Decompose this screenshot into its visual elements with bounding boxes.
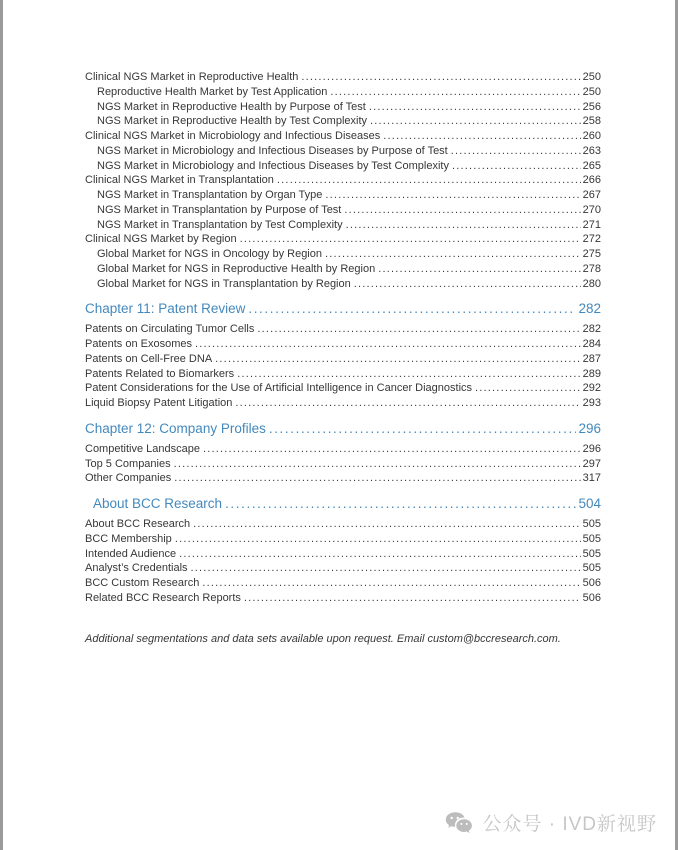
wechat-watermark: [445, 809, 657, 836]
toc-entry-label: Patents Related to Biomarkers: [85, 367, 235, 380]
toc-entry[interactable]: [85, 277, 601, 292]
toc-entry-page-number: 506: [582, 591, 601, 604]
toc-entry[interactable]: [85, 144, 601, 159]
toc-entry-page-number: 250: [582, 71, 601, 83]
dot-leader: [215, 352, 580, 367]
toc-entry-page-number: 282: [582, 323, 601, 336]
dot-leader: [325, 188, 580, 203]
toc-entry[interactable]: [85, 85, 601, 100]
dot-leader: [174, 471, 580, 486]
dot-leader: [301, 70, 580, 85]
toc-entry[interactable]: [85, 517, 601, 532]
dot-leader: [244, 591, 581, 606]
wechat-icon: [445, 811, 473, 835]
toc-entry-page-number: 505: [582, 518, 601, 530]
toc-heading[interactable]: [85, 420, 601, 438]
toc-heading-label: Chapter 12: Company Profiles: [85, 420, 266, 436]
toc-entry[interactable]: [85, 129, 601, 144]
toc-heading-label: Chapter 11: Patent Review: [85, 301, 246, 317]
toc-entry-label: Patents on Circulating Tumor Cells: [85, 323, 255, 336]
toc-entry-label: Reproductive Health Market by Test Application: [97, 85, 328, 98]
toc-entry-label: Patents on Exosomes: [85, 338, 193, 350]
toc-entry-page-number: 506: [582, 577, 601, 589]
dot-leader: [191, 561, 581, 576]
toc-entry-page-number: 280: [582, 277, 601, 290]
toc-entry[interactable]: [85, 262, 601, 277]
toc-entry-label: Clinical NGS Market in Reproductive Health: [85, 71, 299, 83]
dot-leader: [235, 396, 580, 411]
toc-entry-label: Related BCC Research Reports: [85, 591, 241, 604]
dot-leader: [325, 247, 581, 262]
dot-leader: [179, 547, 581, 562]
toc-entry-page-number: 256: [582, 100, 601, 113]
toc-entry[interactable]: [85, 352, 601, 367]
toc-entry-page-number: 297: [582, 457, 601, 470]
toc-entry-label: Other Companies: [85, 472, 172, 485]
table-of-contents: [85, 70, 601, 606]
toc-entry-page-number: 296: [582, 442, 601, 455]
dot-leader: [248, 300, 576, 318]
footnote: Additional segmentations and data sets available upon request. Email custom@bccresearch.com.: [85, 632, 561, 645]
dot-leader: [344, 203, 580, 218]
toc-entry-page-number: 270: [582, 203, 601, 216]
toc-entry[interactable]: [85, 203, 601, 218]
dot-leader: [174, 457, 581, 472]
dot-leader: [257, 322, 580, 337]
toc-entry-page-number: 272: [582, 233, 601, 246]
toc-entry-label: Global Market for NGS in Oncology by Region: [97, 248, 322, 260]
toc-entry-label: BCC Custom Research: [85, 577, 200, 589]
toc-entry-page-number: 267: [582, 189, 601, 201]
toc-entry[interactable]: [85, 322, 601, 337]
toc-entry-label: NGS Market in Transplantation by Test Complexity: [97, 218, 343, 231]
toc-entry[interactable]: [85, 188, 601, 203]
dot-leader: [237, 367, 580, 382]
toc-entry[interactable]: [85, 471, 601, 486]
toc-entry-label: About BCC Research: [85, 518, 191, 530]
dot-leader: [269, 420, 577, 438]
toc-heading-label: About BCC Research: [93, 496, 223, 511]
toc-entry-page-number: 275: [582, 248, 601, 260]
dot-leader: [202, 576, 580, 591]
toc-entry[interactable]: [85, 70, 601, 85]
toc-entry[interactable]: [85, 114, 601, 129]
dot-leader: [203, 442, 581, 457]
toc-entry-page-number: 284: [582, 338, 601, 350]
dot-leader: [240, 232, 581, 247]
toc-entry-label: Liquid Biopsy Patent Litigation: [85, 397, 233, 409]
toc-entry[interactable]: [85, 100, 601, 115]
toc-entry[interactable]: [85, 532, 601, 547]
toc-entry[interactable]: [85, 247, 601, 262]
toc-entry-page-number: 292: [582, 382, 601, 395]
toc-entry-label: Global Market for NGS in Reproductive Health by Region: [97, 262, 376, 275]
toc-entry[interactable]: [85, 232, 601, 247]
dot-leader: [475, 381, 581, 396]
toc-entry-label: NGS Market in Microbiology and Infectious Diseases by Purpose of Test: [97, 144, 448, 157]
toc-entry-page-number: 271: [582, 218, 601, 231]
toc-entry[interactable]: [85, 367, 601, 382]
dot-leader: [193, 517, 580, 532]
toc-entry-label: BCC Membership: [85, 532, 172, 545]
dot-leader: [378, 262, 580, 277]
toc-entry[interactable]: [85, 218, 601, 233]
toc-entry[interactable]: [85, 442, 601, 457]
toc-entry-page-number: 287: [582, 352, 601, 365]
toc-entry-label: Patents on Cell-Free DNA: [85, 352, 213, 365]
toc-heading[interactable]: [85, 495, 601, 513]
toc-entry-page-number: 278: [582, 262, 601, 275]
dot-leader: [383, 129, 580, 144]
toc-entry-page-number: 317: [582, 472, 601, 485]
dot-leader: [451, 144, 581, 159]
dot-leader: [452, 159, 581, 174]
toc-entry[interactable]: [85, 381, 601, 396]
toc-entry-page-number: 265: [582, 159, 601, 172]
toc-entry-page-number: 266: [582, 174, 601, 187]
toc-entry-page-number: 505: [582, 562, 601, 575]
toc-entry-label: NGS Market in Transplantation by Purpose of Test: [97, 203, 342, 216]
toc-entry-page-number: 260: [582, 130, 601, 142]
toc-entry-label: Analyst’s Credentials: [85, 562, 188, 575]
toc-entry[interactable]: [85, 576, 601, 591]
toc-entry[interactable]: [85, 337, 601, 352]
toc-entry-page-number: 505: [582, 532, 601, 545]
toc-entry-page-number: 258: [582, 115, 601, 128]
toc-entry-label: NGS Market in Microbiology and Infectious Diseases by Test Complexity: [97, 159, 449, 172]
dot-leader: [370, 114, 581, 129]
toc-entry[interactable]: [85, 457, 601, 472]
dot-leader: [354, 277, 581, 292]
toc-heading-page-number: 504: [578, 496, 601, 511]
dot-leader: [175, 532, 581, 547]
dot-leader: [369, 100, 581, 115]
toc-entry-page-number: 293: [582, 397, 601, 409]
dot-leader: [195, 337, 581, 352]
toc-entry-label: Global Market for NGS in Transplantation by Region: [97, 277, 351, 290]
toc-entry-label: NGS Market in Reproductive Health by Purpose of Test: [97, 100, 366, 113]
toc-entry-label: Competitive Landscape: [85, 442, 200, 455]
watermark-label: 公众号 · IVD新视野: [482, 814, 657, 835]
dot-leader: [346, 218, 581, 233]
toc-heading-page-number: 282: [578, 301, 601, 317]
toc-entry[interactable]: [85, 396, 601, 411]
toc-entry-label: Top 5 Companies: [85, 457, 171, 470]
toc-entry-label: Clinical NGS Market in Microbiology and Infectious Diseases: [85, 130, 381, 142]
toc-entry[interactable]: [85, 547, 601, 562]
toc-entry[interactable]: [85, 591, 601, 606]
toc-entry[interactable]: [85, 159, 601, 174]
toc-entry-label: NGS Market in Reproductive Health by Test Complexity: [97, 115, 368, 128]
toc-entry-label: Clinical NGS Market in Transplantation: [85, 174, 274, 187]
dot-leader: [225, 495, 576, 513]
toc-entry-label: Intended Audience: [85, 547, 177, 560]
dot-leader: [330, 85, 580, 100]
toc-entry-label: Clinical NGS Market by Region: [85, 233, 237, 246]
toc-entry-page-number: 289: [582, 367, 601, 380]
toc-entry-page-number: 263: [582, 144, 601, 157]
toc-entry-page-number: 505: [582, 547, 601, 560]
toc-entry[interactable]: [85, 561, 601, 576]
toc-entry-label: NGS Market in Transplantation by Organ Type: [97, 189, 323, 201]
toc-entry-label: Patent Considerations for the Use of Artificial Intelligence in Cancer Diagnostics: [85, 382, 473, 395]
dot-leader: [277, 173, 581, 188]
toc-heading[interactable]: [85, 300, 601, 318]
toc-entry[interactable]: [85, 173, 601, 188]
toc-entry-page-number: 250: [582, 85, 601, 98]
toc-heading-page-number: 296: [578, 420, 601, 436]
